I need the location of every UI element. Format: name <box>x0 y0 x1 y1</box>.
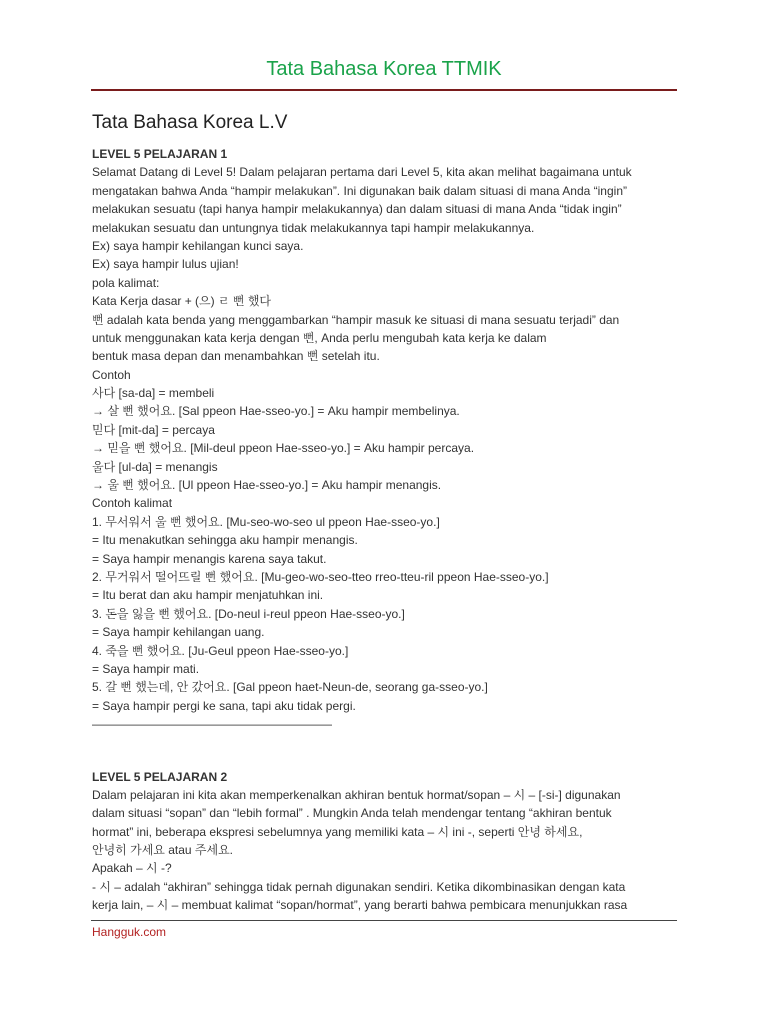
section-spacer <box>92 734 682 768</box>
document-content <box>92 145 682 915</box>
text-line: mengatakan bahwa Anda “hampir melakukan”. Ini digunakan baik dalam situasi di mana Anda “ingin” <box>92 183 627 198</box>
text-line: melakukan sesuatu (tapi hanya hampir melakukannya) dan dalam situasi di mana Anda “tidak ingin” <box>92 202 622 217</box>
text-line: 믿다 [mit-da] = percaya <box>92 422 215 437</box>
text-line: → 믿을 뻔 했어요. [Mil-deul ppeon Hae-sseo-yo.] = Aku hampir percaya. <box>92 441 475 456</box>
text-line: 사다 [sa-da] = membeli <box>92 386 215 401</box>
header-title: Tata Bahasa Korea TTMIK <box>266 58 502 80</box>
text-line: Ex) saya hampir kehilangan kunci saya. <box>92 238 304 253</box>
footer-site-name: Hangguk.com <box>92 925 167 939</box>
text-line: bentuk masa depan dan menambahkan 뻔 setelah itu. <box>92 349 380 364</box>
text-line: = Itu menakutkan sehingga aku hampir menangis. <box>92 533 358 548</box>
text-line: hormat” ini, beberapa ekspresi sebelumnya yang memiliki kata – 시 ini -, seperti 안녕 하세요, <box>92 824 583 839</box>
text-line: 2. 무거워서 떨어뜨릴 뻔 했어요. [Mu-geo-wo-seo-tteo rreo-tteu-ril ppeon Hae-sseo-yo.] <box>92 569 549 584</box>
text-line: → 울 뻔 했어요. [Ul ppeon Hae-sseo-yo.] = Aku hampir menangis. <box>92 478 442 493</box>
document-title: Tata Bahasa Korea L.V <box>92 112 288 133</box>
text-line: 뻔 adalah kata benda yang menggambarkan “hampir masuk ke situasi di mana sesuatu terjadi” dan <box>92 312 620 327</box>
text-line: → 살 뻔 했어요. [Sal ppeon Hae-sseo-yo.] = Aku hampir membelinya. <box>92 404 460 419</box>
text-line: = Saya hampir menangis karena saya takut. <box>92 551 327 566</box>
text-line: = Saya hampir mati. <box>92 661 200 676</box>
text-line: - 시 – adalah “akhiran” sehingga tidak pernah digunakan sendiri. Ketika dikombinasikan dengan kata <box>92 879 626 894</box>
text-line: Contoh kalimat <box>92 496 173 511</box>
text-line: = Saya hampir kehilangan uang. <box>92 625 265 640</box>
section-heading-lesson-1: LEVEL 5 PELAJARAN 1 <box>92 147 228 161</box>
text-line: dalam situasi “sopan” dan “lebih formal” . Mungkin Anda telah mendengar tentang “akhiran bentuk <box>92 806 612 821</box>
text-line: Ex) saya hampir lulus ujian! <box>92 257 239 272</box>
section-heading-lesson-2: LEVEL 5 PELAJARAN 2 <box>92 769 228 784</box>
text-line: 5. 갈 뻔 했는데, 안 갔어요. [Gal ppeon haet-Neun-de, seorang ga-sseo-yo.] <box>92 680 488 695</box>
text-line: 3. 돈을 잃을 뻔 했어요. [Do-neul i-reul ppeon Hae-sseo-yo.] <box>92 606 405 621</box>
text-line: Selamat Datang di Level 5! Dalam pelajaran pertama dari Level 5, kita akan melihat bagaimana untuk <box>92 165 632 180</box>
text-line: 안녕히 가세요 atau 주세요. <box>92 843 234 858</box>
text-line: 울다 [ul-da] = menangis <box>92 459 218 474</box>
text-line: ———————————————————— <box>92 717 332 732</box>
text-line: = Saya hampir pergi ke sana, tapi aku tidak pergi. <box>92 698 356 713</box>
text-line: untuk menggunakan kata kerja dengan 뻔, Anda perlu mengubah kata kerja ke dalam <box>92 330 547 345</box>
footer-divider <box>91 920 677 921</box>
text-line: kerja lain, – 시 – membuat kalimat “sopan/hormat”, yang berarti bahwa pembicara menunjukkan rasa <box>92 898 628 913</box>
section-1-body <box>92 163 682 733</box>
header-divider <box>91 89 677 91</box>
text-line: Apakah – 시 -? <box>92 861 172 876</box>
text-line: Dalam pelajaran ini kita akan memperkenalkan akhiran bentuk hormat/sopan – 시 – [-si-] digunakan <box>92 787 621 802</box>
text-line: melakukan sesuatu dan untungnya tidak melakukannya tapi hampir melakukannya. <box>92 220 535 235</box>
text-line: Kata Kerja dasar + (으) ㄹ 뻔 했다 <box>92 294 272 309</box>
section-2-body <box>92 786 682 915</box>
text-line: = Itu berat dan aku hampir menjatuhkan ini. <box>92 588 324 603</box>
text-line: Contoh <box>92 367 131 382</box>
text-line: pola kalimat: <box>92 275 160 290</box>
text-line: 4. 죽을 뻔 했어요. [Ju-Geul ppeon Hae-sseo-yo.] <box>92 643 349 658</box>
text-line: 1. 무서워서 울 뻔 했어요. [Mu-seo-wo-seo ul ppeon Hae-sseo-yo.] <box>92 514 440 529</box>
